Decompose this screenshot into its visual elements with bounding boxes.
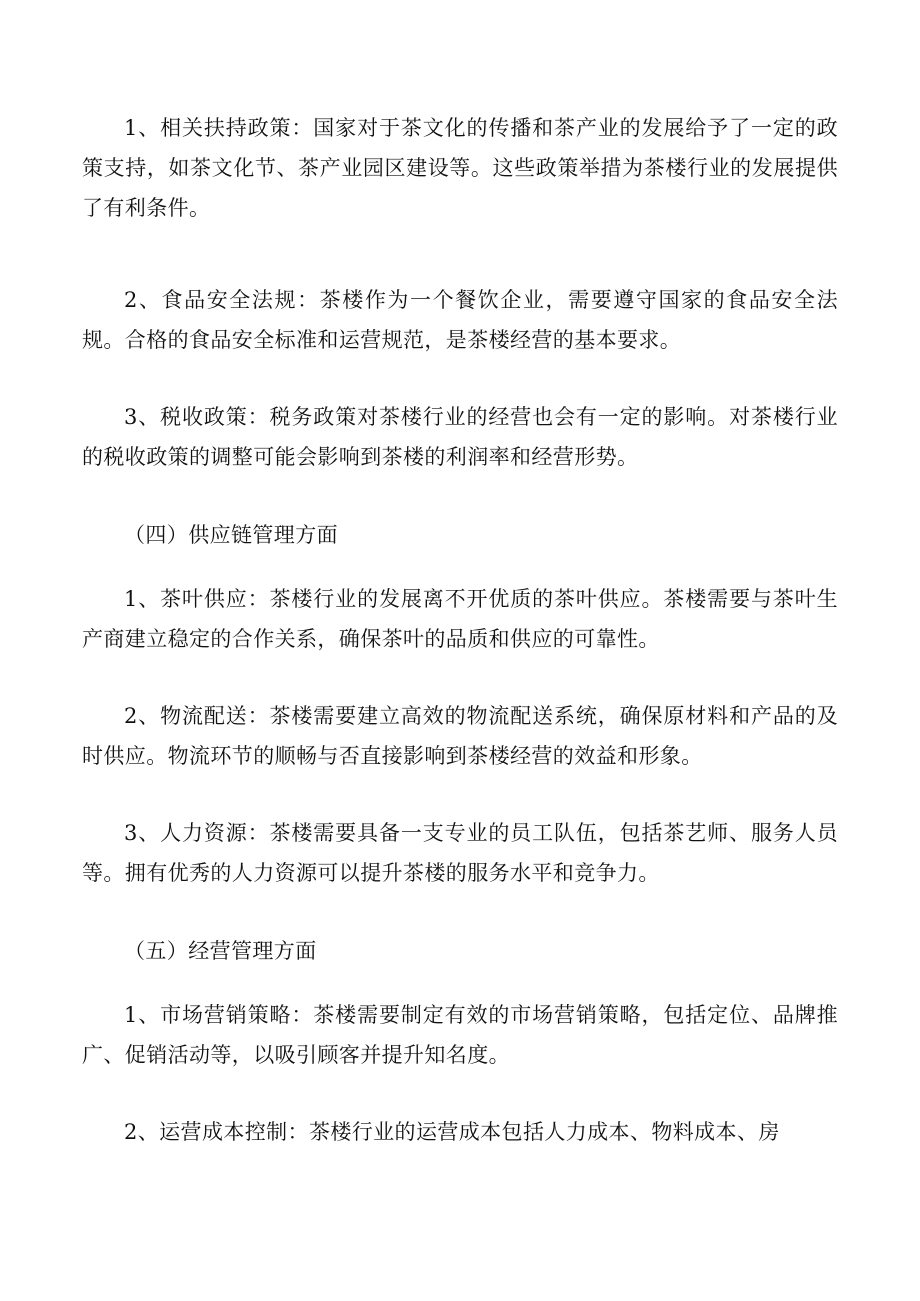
paragraph-support-policy: 1、相关扶持政策：国家对于茶文化的传播和茶产业的发展给予了一定的政策支持，如茶文化节、茶产业园区建设等。这些政策举措为茶楼行业的发展提供了有利条件。 [82,116,838,220]
paragraph-food-safety: 2、食品安全法规：茶楼作为一个餐饮企业，需要遵守国家的食品安全法规。合格的食品安全标准和运营规范，是茶楼经营的基本要求。 [82,288,838,352]
paragraph-cost-control: 2、运营成本控制：茶楼行业的运营成本包括人力成本、物料成本、房 [124,1120,780,1144]
section-heading-supply-chain: （四）供应链管理方面 [124,523,338,547]
paragraph-tax-policy: 3、税收政策：税务政策对茶楼行业的经营也会有一定的影响。对茶楼行业的税收政策的调整可能会影响到茶楼的利润率和经营形势。 [82,405,838,469]
paragraph-human-resources: 3、人力资源：茶楼需要具备一支专业的员工队伍，包括茶艺师、服务人员等。拥有优秀的人力资源可以提升茶楼的服务水平和竞争力。 [82,821,838,885]
section-heading-operations: （五）经营管理方面 [124,939,317,963]
paragraph-tea-supply: 1、茶叶供应：茶楼行业的发展离不开优质的茶叶供应。茶楼需要与茶叶生产商建立稳定的合作关系，确保茶叶的品质和供应的可靠性。 [82,587,838,651]
paragraph-marketing: 1、市场营销策略：茶楼需要制定有效的市场营销策略，包括定位、品牌推广、促销活动等，以吸引顾客并提升知名度。 [82,1003,838,1067]
paragraph-logistics: 2、物流配送：茶楼需要建立高效的物流配送系统，确保原材料和产品的及时供应。物流环节的顺畅与否直接影响到茶楼经营的效益和形象。 [82,704,838,768]
